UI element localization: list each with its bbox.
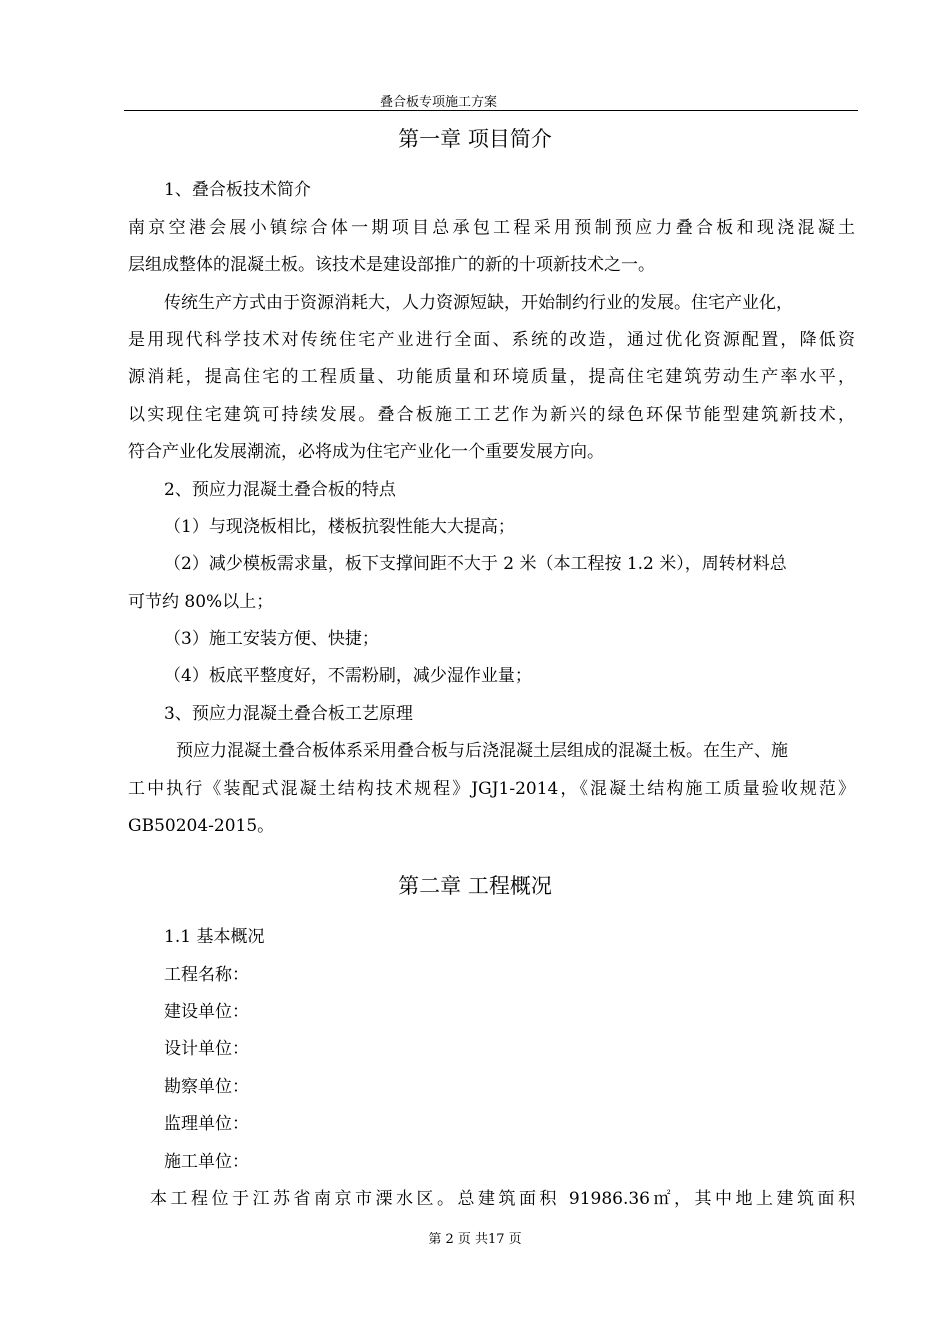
subsection-heading: 1.1 基本概况 <box>164 927 265 947</box>
page-number: 第 2 页 共17 页 <box>428 1232 522 1247</box>
field-label-designer: 设计单位： <box>164 1039 249 1059</box>
field-label-contractor: 施工单位： <box>164 1152 249 1172</box>
paragraph-line: 是用现代科学技术对传统住宅产业进行全面、系统的改造，通过优化资源配置，降低资 <box>128 330 855 350</box>
chapter-1-title: 第一章 项目简介 <box>398 127 552 151</box>
header-divider <box>124 110 858 111</box>
paragraph-line: 以实现住宅建筑可持续发展。叠合板施工工艺作为新兴的绿色环保节能型建筑新技术， <box>128 405 855 425</box>
paragraph-line: 传统生产方式由于资源消耗大，人力资源短缺，开始制约行业的发展。住宅产业化， <box>164 293 793 313</box>
paragraph-line: 本工程位于江苏省南京市溧水区。总建筑面积 91986.36㎡，其中地上建筑面积 <box>150 1189 855 1209</box>
paragraph-line: 南京空港会展小镇综合体一期项目总承包工程采用预制预应力叠合板和现浇混凝土 <box>128 218 855 238</box>
paragraph-line: 预应力混凝土叠合板体系采用叠合板与后浇混凝土层组成的混凝土板。在生产、施 <box>176 741 788 761</box>
chapter-2-title: 第二章 工程概况 <box>398 874 552 898</box>
list-item: （4）板底平整度好，不需粉刷，减少湿作业量； <box>164 666 532 686</box>
paragraph-line: 符合产业化发展潮流，必将成为住宅产业化一个重要发展方向。 <box>128 442 604 462</box>
list-item: （3）施工安装方便、快捷； <box>164 629 379 649</box>
running-header: 叠合板专项施工方案 <box>380 95 498 110</box>
field-label-project-name: 工程名称： <box>164 965 249 985</box>
list-item: （2）减少模板需求量，板下支撑间距不大于 2 米（本工程按 1.2 米），周转材料总 <box>164 554 787 574</box>
section-2-heading: 2、预应力混凝土叠合板的特点 <box>164 480 396 500</box>
paragraph-line: 层组成整体的混凝土板。该技术是建设部推广的新的十项新技术之一。 <box>128 255 655 275</box>
field-label-supervisor: 监理单位： <box>164 1114 249 1134</box>
field-label-surveyor: 勘察单位： <box>164 1077 249 1097</box>
field-label-owner: 建设单位： <box>164 1002 249 1022</box>
list-item: （1）与现浇板相比，楼板抗裂性能大大提高； <box>164 517 515 537</box>
section-1-heading: 1、叠合板技术简介 <box>164 180 311 200</box>
list-item-continuation: 可节约 80%以上； <box>128 592 274 612</box>
paragraph-line: 工中执行《装配式混凝土结构技术规程》JGJ1-2014，《混凝土结构施工质量验收规范》 <box>128 779 855 799</box>
paragraph-line: 源消耗，提高住宅的工程质量、功能质量和环境质量，提高住宅建筑劳动生产率水平， <box>128 367 855 387</box>
section-3-heading: 3、预应力混凝土叠合板工艺原理 <box>164 704 413 724</box>
paragraph-line: GB50204-2015。 <box>128 816 275 836</box>
